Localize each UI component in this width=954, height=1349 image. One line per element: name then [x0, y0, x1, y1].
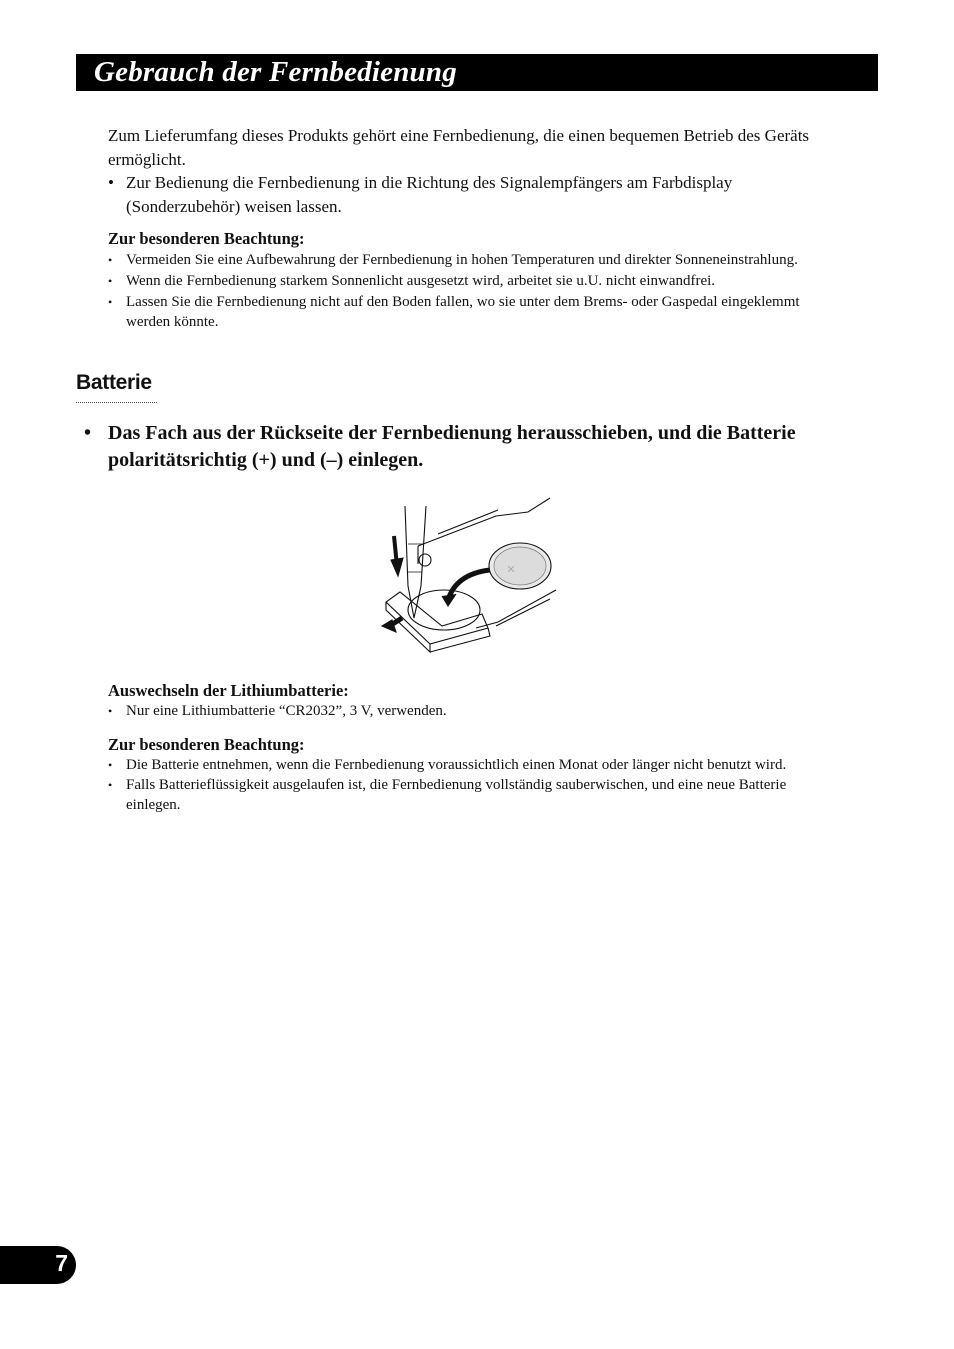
- list-item: [108, 775, 838, 815]
- bullet-dot: •: [108, 253, 113, 267]
- list-item-text: Nur eine Lithiumbatterie “CR2032”, 3 V, verwenden.: [126, 703, 447, 719]
- remote-body-outline: [476, 590, 556, 628]
- intro-bullet-text: Zur Bedienung die Fernbedienung in die Richtung des Signalempfängers am Farbdisplay (Sonderzubehör) weisen lassen.: [126, 173, 733, 216]
- list-item-text: Falls Batterieflüssigkeit ausgelaufen ist, die Fernbedienung vollständig sauberwischen, und eine neue Batterie einlegen.: [126, 777, 787, 813]
- list-item: [108, 250, 838, 270]
- bullet-dot: •: [108, 274, 113, 288]
- caution-note-2: [108, 735, 838, 815]
- caution-heading-2: Zur besonderen Beachtung:: [108, 735, 305, 754]
- pen-tool: [405, 506, 426, 618]
- list-item-text: Vermeiden Sie eine Aufbewahrung der Fernbedienung in hohen Temperaturen und direkter Sonneneinstrahlung.: [126, 252, 798, 268]
- battery-instruction-text: Das Fach aus der Rückseite der Fernbedienung herausschieben, und die Batterie polaritätsrichtig (+) und (–) einlegen.: [108, 422, 796, 471]
- replace-battery-heading: Auswechseln der Lithiumbatterie:: [108, 681, 349, 700]
- bullet-dot: •: [108, 778, 113, 792]
- page-title: Gebrauch der Fernbedienung: [94, 56, 457, 88]
- list-item: [108, 271, 838, 291]
- list-item-text: Lassen Sie die Fernbedienung nicht auf den Boden fallen, wo sie unter dem Brems- oder Gaspedal eingeklemmt werden könnte.: [126, 294, 800, 330]
- section-heading-batterie: Batterie: [76, 371, 152, 394]
- title-bar: [76, 54, 878, 91]
- list-item-text: Wenn die Fernbedienung starkem Sonnenlicht ausgesetzt wird, arbeitet sie u.U. nicht einwandfrei.: [126, 273, 716, 289]
- list-item: [108, 701, 838, 721]
- page-number: 7: [55, 1250, 68, 1276]
- intro-section: [108, 124, 828, 218]
- remote-body-outline: [418, 498, 550, 546]
- page-number-tab: [0, 1246, 76, 1284]
- bullet-dot: •: [108, 295, 113, 309]
- list-item: [108, 755, 838, 775]
- intro-paragraph: Zum Lieferumfang dieses Produkts gehört eine Fernbedienung, die einen bequemen Betrieb des Geräts ermöglicht.: [108, 126, 810, 169]
- caution-heading-1: Zur besonderen Beachtung:: [108, 229, 305, 248]
- bullet-dot: •: [84, 422, 92, 444]
- bullet-dot: •: [108, 173, 114, 192]
- list-item-text: Die Batterie entnehmen, wenn die Fernbedienung voraussichtlich einen Monat oder länger nicht benutzt wird.: [126, 757, 787, 773]
- caution-note-1: [108, 229, 838, 332]
- replace-battery-section: [108, 681, 838, 721]
- bullet-dot: •: [108, 758, 113, 772]
- bullet-dot: •: [108, 704, 113, 718]
- section-underline: [76, 402, 157, 403]
- list-item: [108, 292, 838, 332]
- battery-instruction: [84, 420, 844, 474]
- intro-bullet: [108, 171, 828, 218]
- battery-insertion-illustration: [378, 494, 558, 659]
